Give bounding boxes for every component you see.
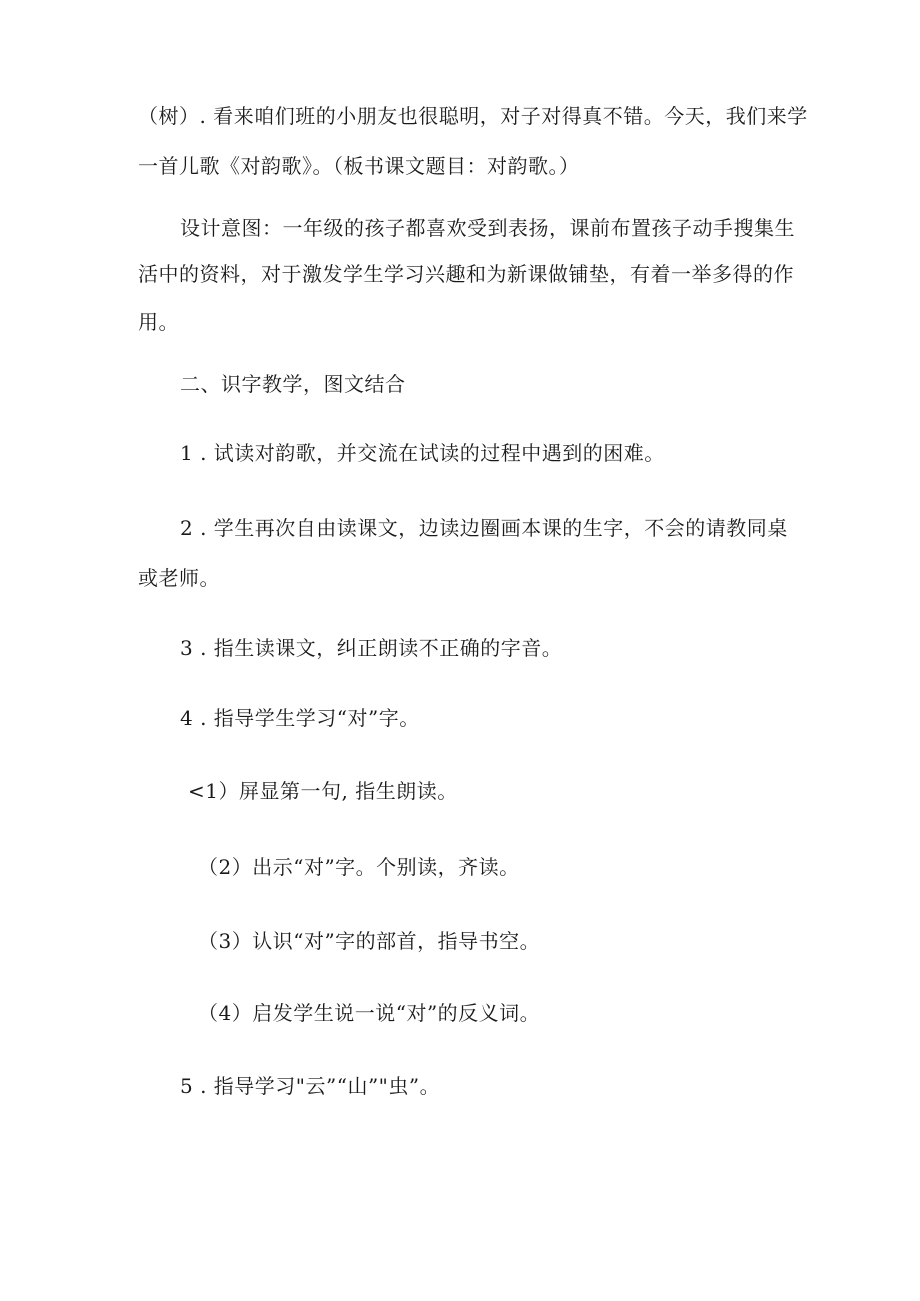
step-2-line-2: 或老师。: [138, 566, 220, 590]
section-heading: 二、识字教学，图文结合: [180, 372, 406, 396]
step-4: 4 . 指导学生学习“对”字。: [180, 706, 420, 730]
design-intent-line-3: 用。: [138, 310, 179, 334]
design-intent-line-1: 设计意图：一年级的孩子都喜欢受到表扬，课前布置孩子动手搜集生: [180, 216, 795, 240]
design-intent-line-2: 活中的资料，对于激发学生学习兴趣和为新课做铺垫，有着一举多得的作: [138, 262, 794, 286]
step-5: 5 . 指导学习"云”“山”"虫”。: [180, 1074, 441, 1098]
substep-4: （4）启发学生说一说“对”的反义词。: [198, 1001, 541, 1025]
paragraph-intro-line-1: （树）. 看来咱们班的小朋友也很聪明，对子对得真不错。今天，我们来学: [138, 104, 808, 128]
substep-2: （2）出示“对”字。个别读，齐读。: [198, 855, 520, 879]
substep-1: <1）屏显第一句, 指生朗读。: [188, 779, 458, 803]
step-3: 3 . 指生读课文，纠正朗读不正确的字音。: [180, 636, 563, 660]
paragraph-intro-line-2: 一首儿歌《对韵歌》。（板书课文题目：对韵歌。）: [138, 154, 580, 178]
step-1: 1 . 试读对韵歌，并交流在试读的过程中遇到的困难。: [180, 441, 665, 465]
step-2-line-1: 2 . 学生再次自由读课文，边读边圈画本课的生字，不会的请教同桌: [180, 516, 788, 540]
substep-3: （3）认识“对”字的部首，指导书空。: [198, 929, 541, 953]
